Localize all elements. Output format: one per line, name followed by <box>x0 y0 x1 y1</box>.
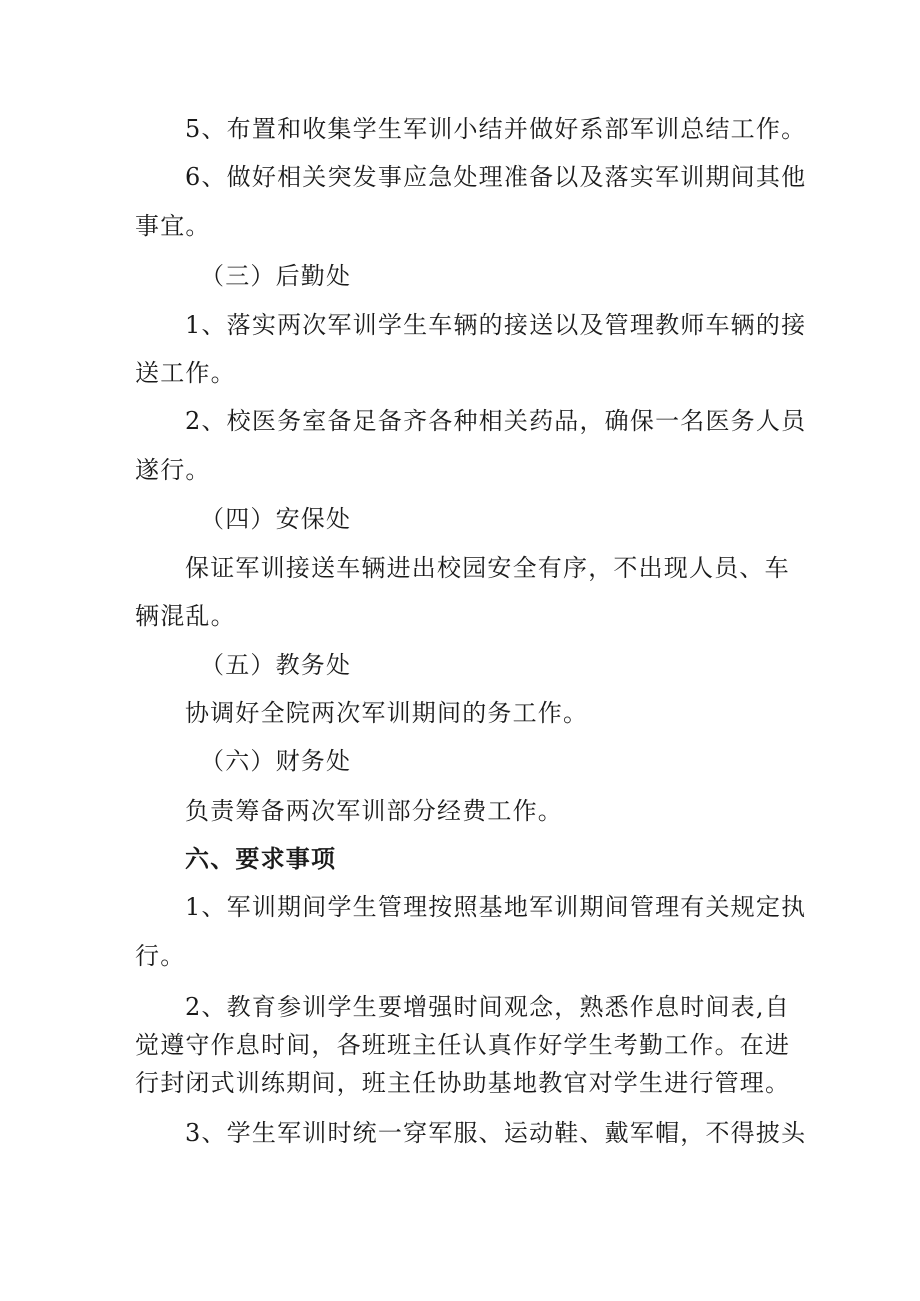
section-heading: （六）财务处 <box>200 747 352 775</box>
paragraph-line: 行封闭式训练期间，班主任协助基地教官对学生进行管理。 <box>135 1069 791 1097</box>
paragraph-line: 5、布置和收集学生军训小结并做好系部军训总结工作。 <box>185 115 807 143</box>
paragraph-line: 负责筹备两次军训部分经费工作。 <box>185 797 563 825</box>
paragraph-line: 行。 <box>135 942 186 970</box>
paragraph-line: 保证军训接送车辆进出校园安全有序，不出现人员、车 <box>185 554 790 582</box>
paragraph-line: 觉遵守作息时间，各班班主任认真作好学生考勤工作。在进 <box>135 1031 791 1059</box>
main-heading: 六、要求事项 <box>185 845 337 873</box>
paragraph-line: 2、教育参训学生要增强时间观念，熟悉作息时间表,自 <box>185 993 790 1021</box>
section-heading: （五）教务处 <box>200 651 352 679</box>
paragraph-line: 协调好全院两次军训期间的务工作。 <box>185 699 589 727</box>
paragraph-line: 1、落实两次军训学生车辆的接送以及管理教师车辆的接 <box>185 311 807 339</box>
paragraph-line: 遂行。 <box>135 456 211 484</box>
paragraph-line: 2、校医务室备足备齐各种相关药品，确保一名医务人员 <box>185 407 807 435</box>
paragraph-line: 送工作。 <box>135 359 236 387</box>
section-heading: （三）后勤处 <box>200 262 352 290</box>
paragraph-line: 6、做好相关突发事应急处理准备以及落实军训期间其他 <box>185 163 807 191</box>
paragraph-line: 1、军训期间学生管理按照基地军训期间管理有关规定执 <box>185 893 807 921</box>
paragraph-line: 事宜。 <box>135 212 211 240</box>
paragraph-line: 3、学生军训时统一穿军服、运动鞋、戴军帽，不得披头 <box>185 1119 807 1147</box>
section-heading: （四）安保处 <box>200 505 352 533</box>
paragraph-line: 辆混乱。 <box>135 602 236 630</box>
